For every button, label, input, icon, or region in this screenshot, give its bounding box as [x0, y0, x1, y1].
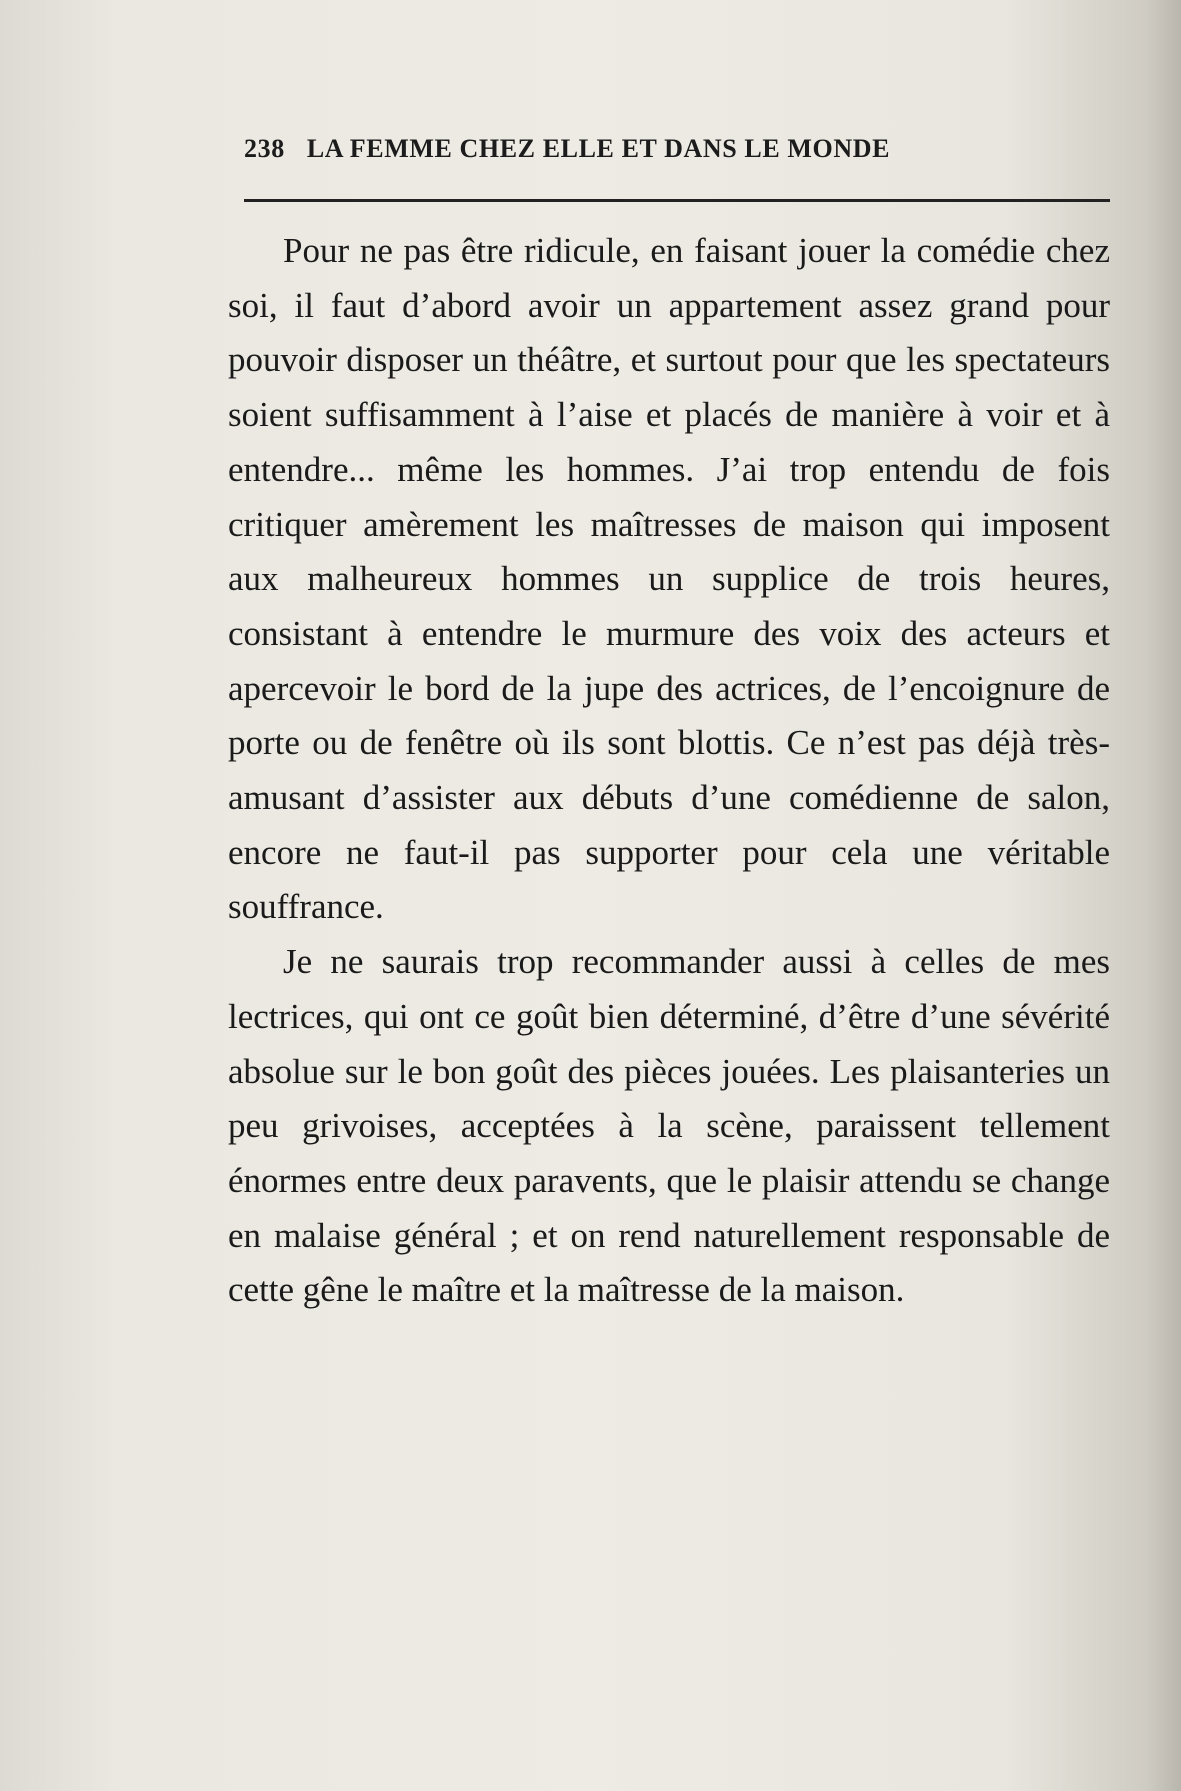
paragraph-1: Pour ne pas être ridicule, en faisant jouer la comédie chez soi, il faut d’abord avoir un appartement assez grand pour pouvoir disposer un théâtre, et surtout pour que les spectateurs soient suffisamment à l’aise et placés de manière à voir et à entendre... même les hommes. J’ai trop entendu de fois critiquer amèrement les maîtresses de maison qui imposent aux malheureux hommes un supplice de trois heures, consistant à entendre le murmure des voix des acteurs et apercevoir le bord de la jupe des actrices, de l’encoignure de porte ou de fenêtre où ils sont blottis. Ce n’est pas déjà très-amusant d’assister aux débuts d’une comédienne de salon, encore ne faut-il pas supporter pour cela une véritable souffrance. — [228, 231, 1110, 927]
header-rule — [244, 199, 1110, 202]
running-header — [244, 134, 1110, 164]
running-title: LA FEMME CHEZ ELLE ET DANS LE MONDE — [306, 134, 891, 163]
paragraph-2: Je ne saurais trop recommander aussi à celles de mes lectrices, qui ont ce goût bien déterminé, d’être d’une sévérité absolue sur le bon goût des pièces jouées. Les plaisanteries un peu grivoises, acceptées à la scène, paraissent tellement énormes entre deux paravents, que le plaisir attendu se change en malaise général ; et on rend naturellement responsable de cette gêne le maître et la maîtresse de la maison. — [228, 942, 1110, 1310]
page-number: 238 — [244, 134, 285, 163]
body-text — [228, 224, 1110, 1318]
